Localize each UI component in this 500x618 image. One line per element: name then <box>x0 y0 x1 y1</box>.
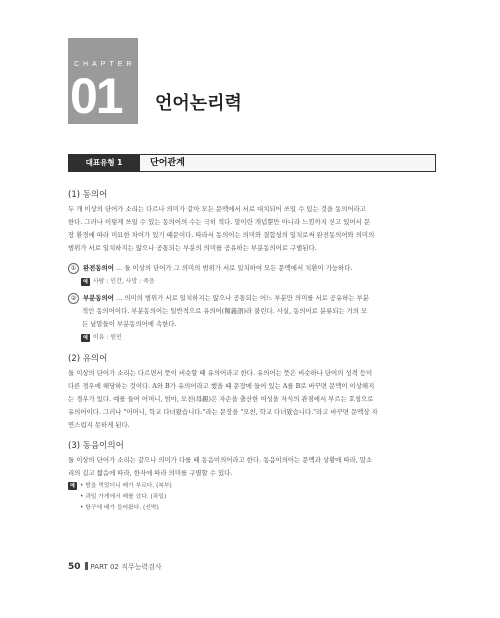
footer-part-label: PART 02 직무능력검사 <box>90 563 162 571</box>
paragraph-line: 는 경우가 있다. 예를 들어 어머니, 엄마, 모친(母親)은 자손을 출산한 여성을 자식의 관점에서 부르는 호칭으로 <box>68 395 374 403</box>
paragraph-homonym <box>68 454 434 480</box>
item-partial-synonym <box>68 292 434 331</box>
paragraph-line: 장 환경에 따라 미묘한 차이가 있기 때문이다. 따라서 동의어는 의미와 결합성의 일치로써 완전동의어와 의미의 <box>68 231 375 239</box>
paragraph-line: 유의어이다. 그러나 "어머니, 학교 다녀왔습니다."라는 문장을 "모친, 학교 다녀왔습니다."라고 바꾸면 문맥상 자 <box>68 408 378 416</box>
item-term: 완전동의어 <box>83 264 114 272</box>
item-number: ① <box>68 263 79 274</box>
page-footer <box>68 562 162 572</box>
paragraph-line: 다른 경우에 해당하는 것이다. A와 B가 유의어라고 했을 때 문장에 들어 있는 A를 B로 바꾸면 문맥이 이상해지 <box>68 382 375 390</box>
section-heading-synonym: (1) 동의어 <box>68 190 108 200</box>
chapter-label: CHAPTER <box>74 61 136 68</box>
section-heading-similar-word: (2) 유의어 <box>68 354 108 364</box>
list-item: • 밤을 먹었더니 배가 부르다. (복부) <box>80 481 172 492</box>
paragraph-line: 둘 이상의 단어가 소리는 다르면서 뜻이 비슷할 때 유의어라고 한다. 유의어는 뜻은 비슷하나 단어의 성격 등이 <box>68 369 373 377</box>
example-tag: 예 <box>83 279 88 285</box>
footer-divider <box>85 562 88 570</box>
item-number: ② <box>68 293 79 304</box>
paragraph-line: 한다. 그러나 이렇게 쓰일 수 있는 동의어의 수는 극히 적다. 말이란 개념뿐만 아니라 느낌까지 싣고 있어서 문 <box>68 218 371 226</box>
paragraph-line: 범위가 서로 일치하지는 않으나 공통되는 부분의 의미를 공유하는 부분동의어로 구별된다. <box>68 244 317 252</box>
paragraph-similar-word <box>68 367 434 432</box>
chapter-title: 언어논리력 <box>155 93 242 114</box>
item-text: … 둘 이상의 단어가 그 의미의 범위가 서로 일치하여 모든 문맥에서 치환이 가능하다. <box>113 264 353 272</box>
example-homonym <box>68 481 172 514</box>
item-text: 적인 동의어이다. 부분동의어는 일반적으로 유의어(類義語)라 불린다. 사실, 동의어로 분류되는 거의 모 <box>82 307 368 315</box>
paragraph-synonym <box>68 203 434 255</box>
list-item: • 항구에 배가 들어왔다. (선박) <box>80 503 172 514</box>
paragraph-line: 둘 이상의 단어가 소리는 같으나 의미가 다를 때 동음이의어라고 한다. 동음이의어는 문맥과 상황에 따라, 말소 <box>68 456 373 464</box>
example-text: 사람 : 인간, 사망 : 죽음 <box>92 278 155 285</box>
item-text: … 의미의 범위가 서로 일치하지는 않으나 공통되는 어느 부분만 의미를 서로 공유하는 부분 <box>113 294 369 302</box>
section-heading-homonym: (3) 동음이의어 <box>68 441 124 451</box>
paragraph-line: 리의 길고 짧음에 따라, 한자에 따라 의미를 구별할 수 있다. <box>68 469 233 477</box>
example-partial-synonym <box>81 333 122 343</box>
example-tag: 예 <box>70 483 75 489</box>
example-text: 이유 : 원인 <box>92 334 122 341</box>
section-header-title: 단어관계 <box>150 158 185 168</box>
list-item: • 과일 가게에서 배를 샀다. (과일) <box>80 492 172 503</box>
example-tag: 예 <box>83 335 88 341</box>
paragraph-line: 두 개 이상의 단어가 소리는 다르나 의미가 같아 모든 문맥에서 서로 대치되어 쓰일 수 있는 것을 동의어라고 <box>68 205 366 213</box>
paragraph-line: 연스럽지 못하게 된다. <box>68 421 130 429</box>
item-complete-synonym <box>68 262 352 275</box>
page-number: 50 <box>68 562 81 572</box>
section-header-tag: 대표유형 1 <box>68 154 140 172</box>
example-complete-synonym <box>81 277 155 287</box>
item-term: 부분동의어 <box>83 294 114 302</box>
item-text: 든 낱말들이 부분동의어에 속한다. <box>82 320 177 328</box>
chapter-number: 01 <box>70 68 122 124</box>
